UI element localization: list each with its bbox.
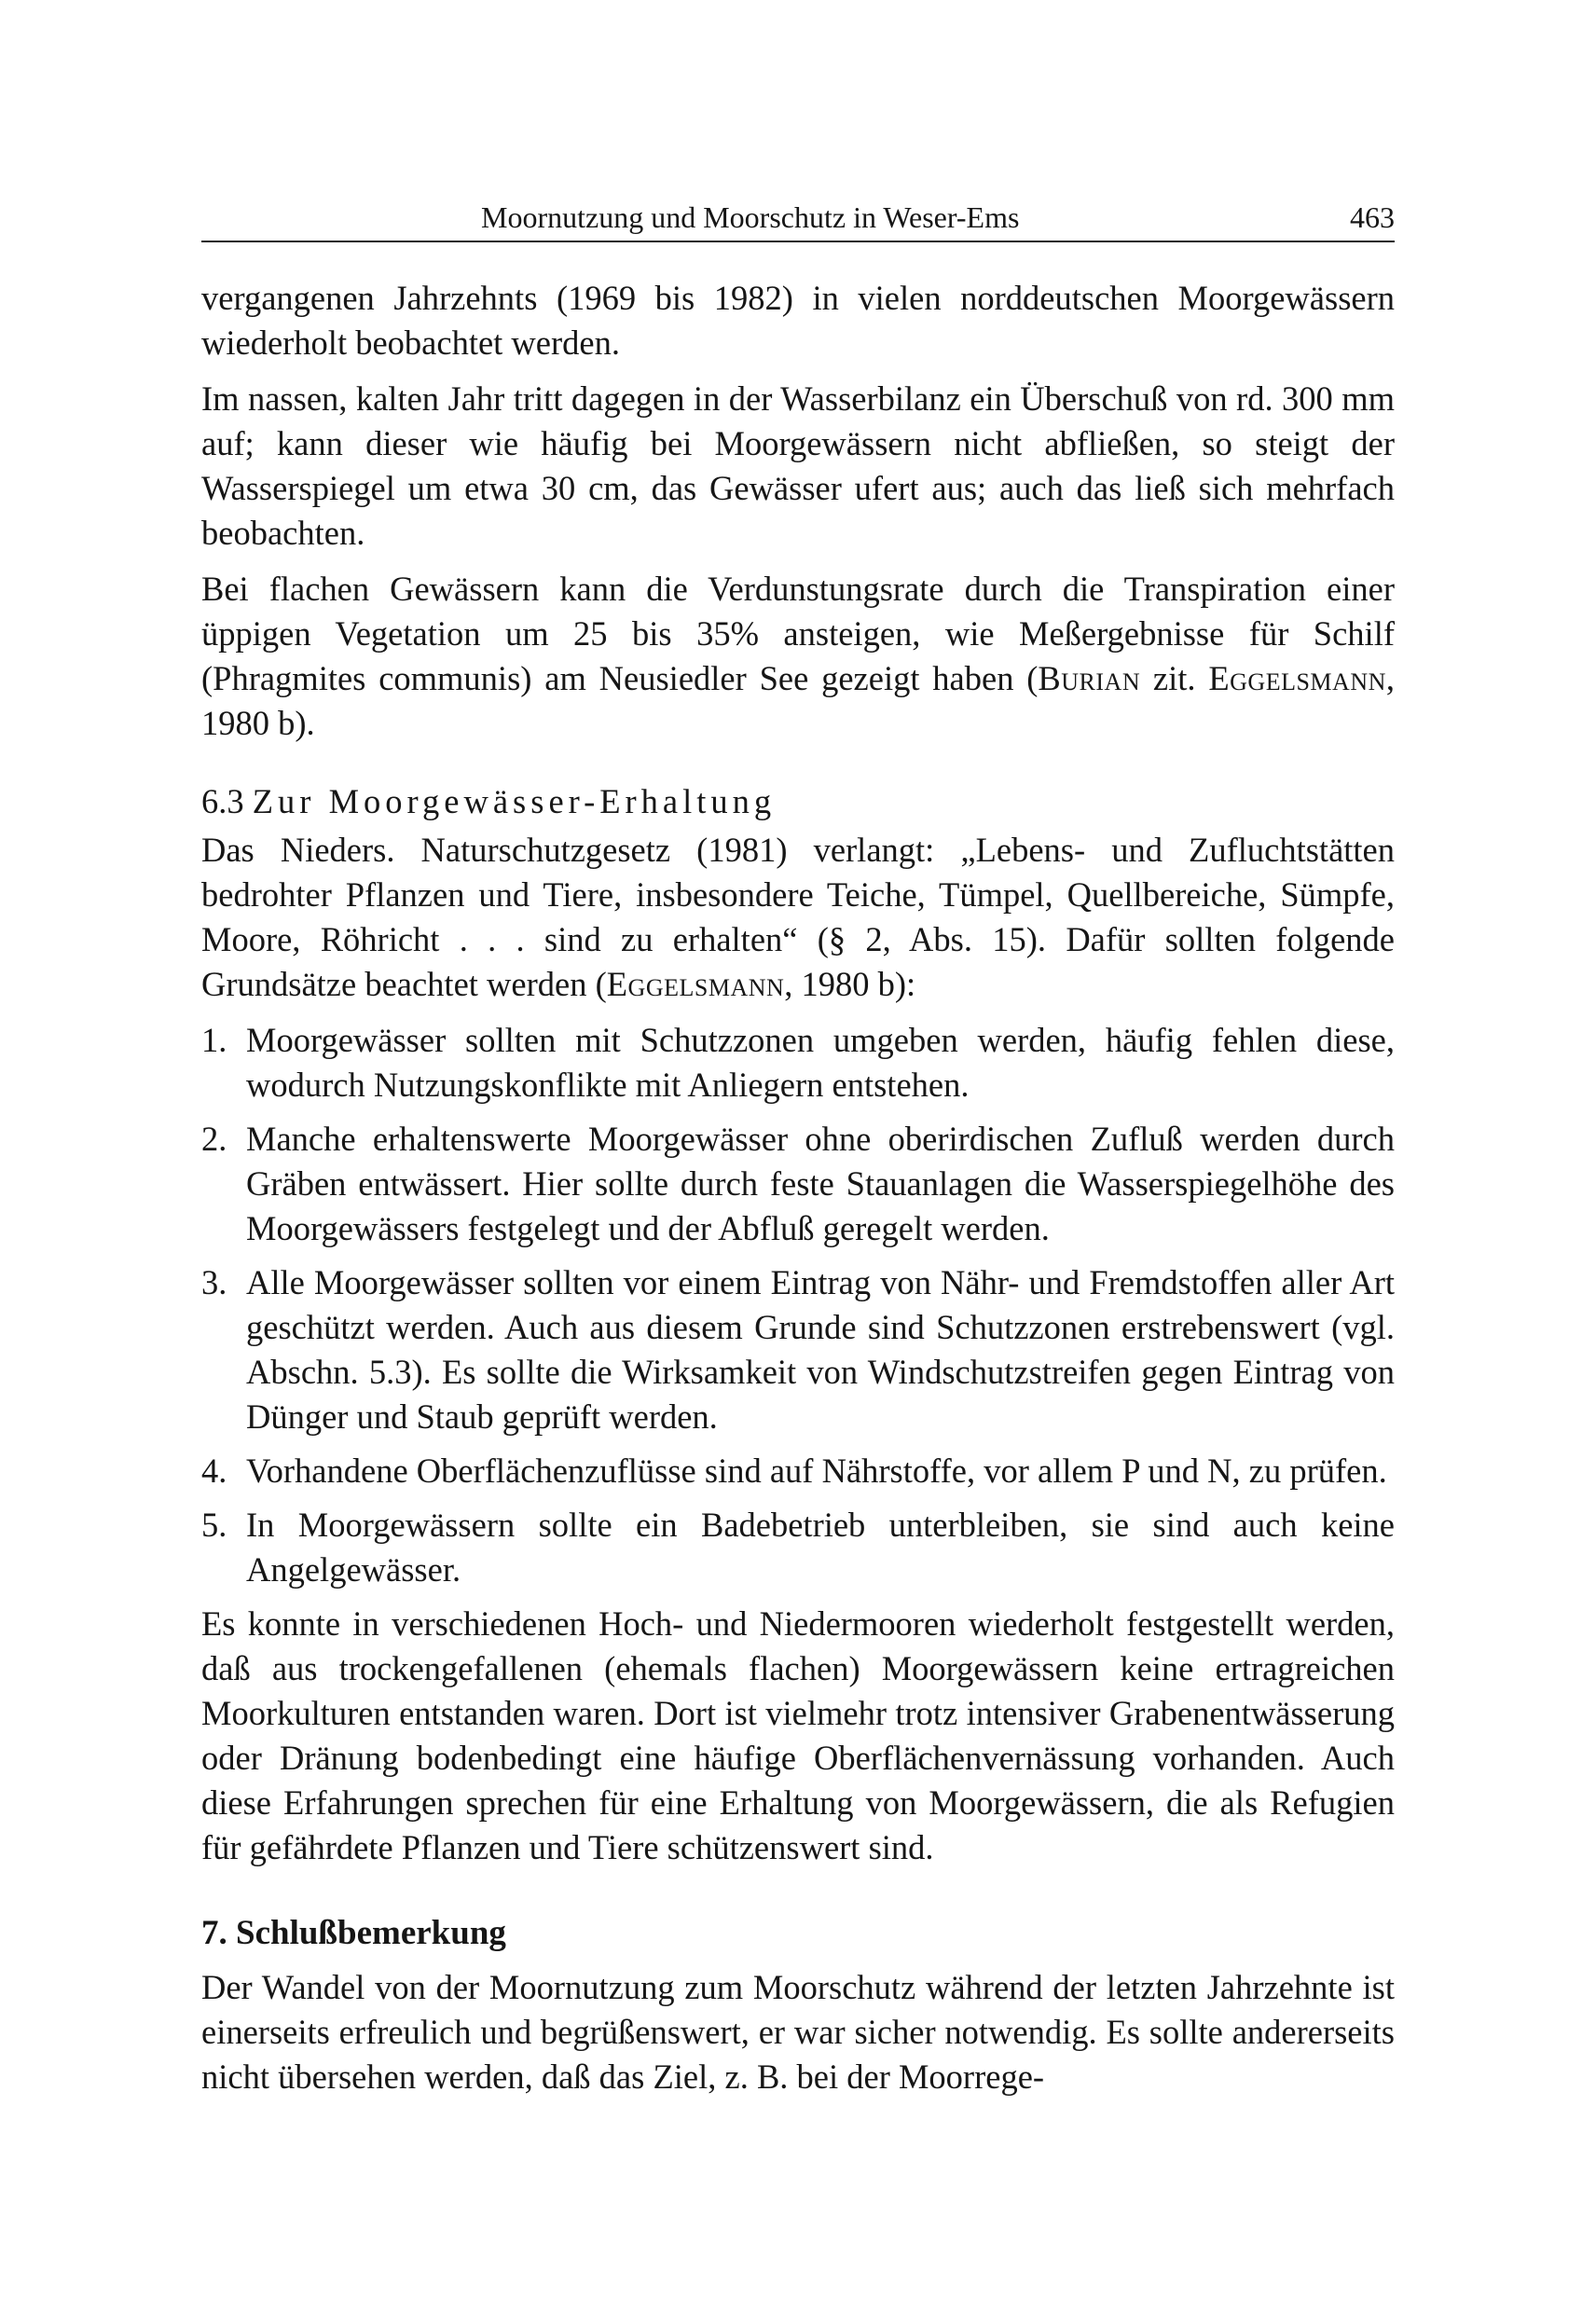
document-page [201, 194, 1395, 2111]
paragraph-2: Im nassen, kalten Jahr tritt dagegen in der Wasserbilanz ein Überschuß von rd. 300 mm auf; kann dieser wie häufig bei Moorgewässern nicht abfließen, so steigt der Wasserspiegel um etwa 30 cm, das Gewässer ufert aus; auch das ließ sich mehrfach beobachten. [201, 379, 1395, 552]
list-item [201, 1449, 1395, 1493]
subsection-title: Zur Moorgewässer-Erhaltung [252, 782, 777, 820]
paragraph-3-text: Bei flachen Gewässern kann die Verdunstungsrate durch die Transpiration einer üppigen Vegetation um 25 bis 35% ansteigen, wie Meßergebnisse für Schilf (Phragmites communis) am Neusiedler See gezeigt haben ( [201, 570, 1395, 697]
citation-connector: zit. [1140, 659, 1209, 697]
list-text: Alle Moorgewässer sollten vor einem Eintrag von Nähr- und Fremdstoffen aller Art geschützt werden. Auch aus diesem Grunde sind Schutzzonen erstrebenswert (vgl. Abschn. 5.3). Es sollte die Wirksamkeit von Windschutzstreifen gegen Eintrag von Dünger und Staub geprüft werden. [246, 1263, 1395, 1436]
list-text: Manche erhaltenswerte Moorgewässer ohne oberirdischen Zufluß werden durch Gräben entwässert. Hier sollte durch feste Stauanlagen die Wasserspiegelhöhe des Moorgewässers festgelegt und der Abfluß geregelt werden. [246, 1120, 1395, 1247]
subsection-heading [201, 779, 1395, 824]
paragraph-3 [201, 567, 1395, 746]
running-header [201, 194, 1395, 242]
section-heading: 7. Schlußbemerkung [201, 1914, 506, 1952]
citation-year: , 1980 b): [784, 965, 916, 1003]
list-number: 5. [201, 1506, 227, 1544]
list-item [201, 1503, 1395, 1592]
list-item [201, 1018, 1395, 1108]
intro-paragraph [201, 828, 1395, 1007]
list-number: 1. [201, 1021, 227, 1059]
paragraph-1: vergangenen Jahrzehnts (1969 bis 1982) in vielen norddeutschen Moorgewässern wiederholt beobachtet werden. [201, 279, 1395, 362]
list-item [201, 1260, 1395, 1439]
body-text [201, 276, 1395, 2099]
citation-author: Eggelsmann [606, 965, 785, 1003]
subsection-number: 6.3 [201, 782, 244, 820]
citation-author: Burian [1038, 659, 1141, 697]
list-item [201, 1117, 1395, 1251]
citation-author: Eggelsmann [1208, 659, 1386, 697]
principles-list [201, 1018, 1395, 1592]
list-text: Moorgewässer sollten mit Schutzzonen umgeben werden, häufig fehlen diese, wodurch Nutzungskonflikte mit Anliegern entstehen. [246, 1021, 1395, 1104]
list-number: 3. [201, 1263, 227, 1301]
page-number: 463 [1350, 200, 1395, 234]
list-text: In Moorgewässern sollte ein Badebetrieb unterbleiben, sie sind auch keine Angelgewässer. [246, 1506, 1395, 1589]
list-text: Vorhandene Oberflächenzuflüsse sind auf Nährstoffe, vor allem P und N, zu prüfen. [246, 1452, 1387, 1490]
running-title: Moornutzung und Moorschutz in Weser-Ems [481, 200, 1020, 234]
list-number: 2. [201, 1120, 227, 1158]
section-7-paragraph: Der Wandel von der Moornutzung zum Moorschutz während der letzten Jahrzehnte ist einerseits erfreulich und begrüßenswert, er war sicher notwendig. Es sollte andererseits nicht übersehen werden, daß das Ziel, z. B. bei der Moorrege- [201, 1968, 1395, 2096]
closing-paragraph: Es konnte in verschiedenen Hoch- und Niedermooren wiederholt festgestellt werden, daß aus trockengefallenen (ehemals flachen) Moorgewässern keine ertragreichen Moorkulturen entstanden waren. Dort ist vielmehr trotz intensiver Grabenentwässerung oder Dränung bodenbedingt eine häufige Oberflächenvernässung vorhanden. Auch diese Erfahrungen sprechen für eine Erhaltung von Moorgewässern, die als Refugien für gefährdete Pflanzen und Tiere schützenswert sind. [201, 1604, 1395, 1866]
intro-text: Das Nieders. Naturschutzgesetz (1981) verlangt: „Lebens- und Zufluchtstätten bedrohter Pflanzen und Tiere, insbesondere Teiche, Tümpel, Quellbereiche, Sümpfe, Moore, Röhricht . . . sind zu erhalten“ (§ 2, Abs. 15). Dafür sollten folgende Grundsätze beachtet werden ( [201, 831, 1395, 1003]
list-number: 4. [201, 1452, 227, 1490]
citation-year: , 1980 b). [201, 659, 1396, 742]
